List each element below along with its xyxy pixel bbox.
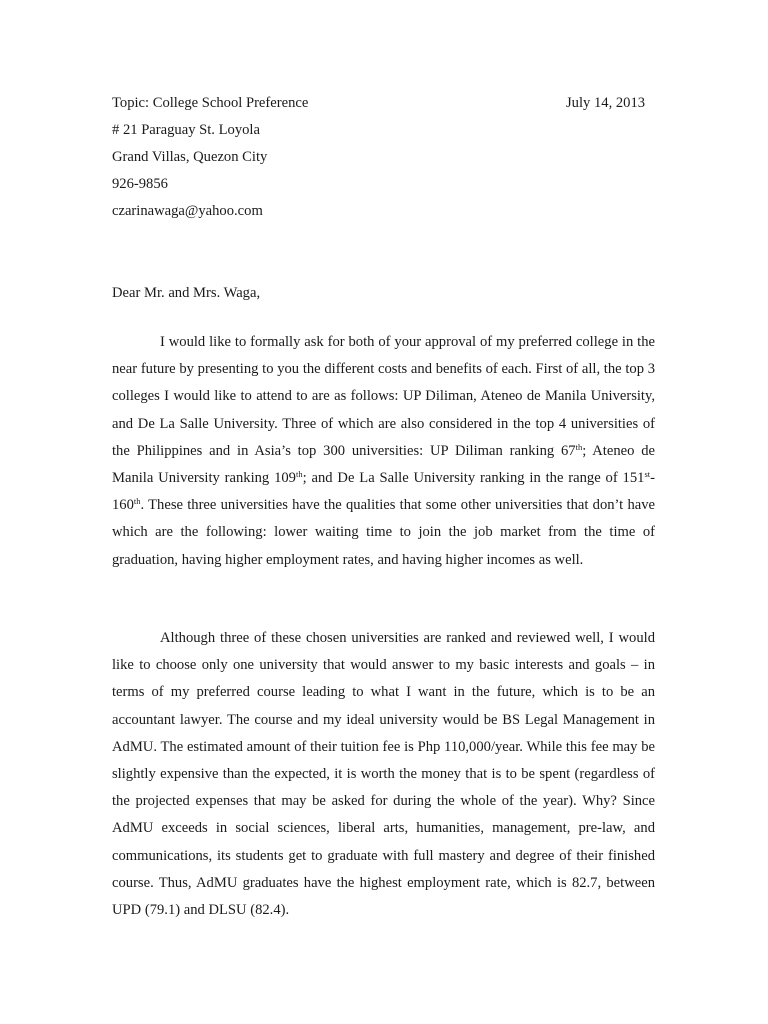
ordinal-suffix: th	[133, 496, 141, 507]
paragraph-2-text: Although three of these chosen universities are ranked and reviewed well, I would like to choose only one university that would answer to my basic interests and goals – in terms of my preferred course leading to what I want in the future, which is to be an accountant lawyer. The course and my ideal university would be BS Legal Management in AdMU. The estimated amount of their tuition fee is Php 110,000/year. While this fee may be slightly expensive than the expected, it is worth the money that is to be spent (regardless of the projected expenses that may be asked for during the whole of the year). Why? Since AdMU exceeds in social sciences, liberal arts, humanities, management, pre-law, and communications, its students get to graduate with full mastery and degree of their finished course. Thus, AdMU graduates have the highest employment rate, which is 82.7, between UPD (79.1) and DLSU (82.4).	[112, 630, 655, 919]
address-line-2: Grand Villas, Quezon City	[112, 149, 268, 165]
body-paragraph-2	[112, 625, 655, 924]
phone-number: 926-9856	[112, 176, 168, 192]
paragraph-1-text-e: . These three universities have the qualities that some other universities that don’t have which are the following: lower waiting time to join the job market from the time of graduation, having higher employment rates, and having higher incomes as well.	[112, 497, 655, 568]
salutation: Dear Mr. and Mrs. Waga,	[112, 285, 261, 301]
paragraph-1-text-d: -160	[112, 470, 655, 514]
topic-line: Topic: College School Preference	[112, 95, 309, 111]
email-address: czarinawaga@yahoo.com	[112, 203, 263, 219]
ordinal-suffix: st	[644, 469, 651, 480]
ordinal-suffix: th	[295, 469, 303, 480]
letter-date: July 14, 2013	[566, 95, 646, 111]
paragraph-1-text-b: ; Ateneo de Manila University ranking 109	[112, 442, 655, 487]
ordinal-suffix: th	[575, 441, 583, 452]
body-paragraph-1	[112, 329, 655, 574]
paragraph-1-text-a: I would like to formally ask for both of your approval of my preferred college in the near future by presenting to you the different costs and benefits of each. First of all, the top 3 colleges I would like to attend to are as follows: UP Diliman, Ateneo de Manila University, and De La Salle University. Three of which are also considered in the top 4 universities of the Philippines and in Asia’s top 300 universities: UP Diliman ranking 67	[112, 334, 655, 459]
address-line-1: # 21 Paraguay St. Loyola	[112, 122, 260, 138]
paragraph-1-text-c: ; and De La Salle University ranking in the range of 151	[302, 470, 645, 487]
